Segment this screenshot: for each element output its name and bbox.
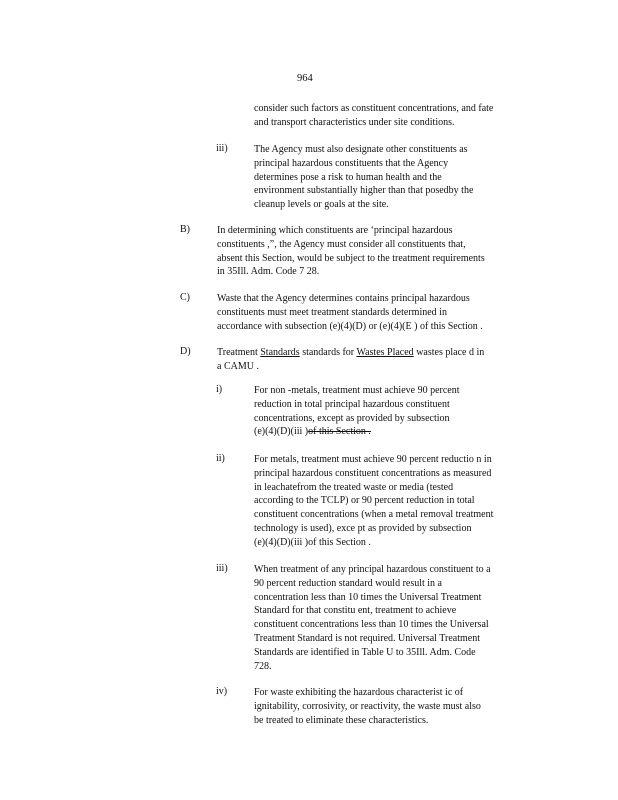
text-line: ignitability, corrosivity, or reactivity, the waste must also — [254, 700, 481, 712]
text-line: In determining which constituents are ‘principal hazardous — [217, 225, 453, 236]
page-number: 964 — [297, 73, 313, 84]
text-line: 728. — [254, 660, 272, 672]
text-line: Standards are identified in Table U to 35Ill. Adm. Code — [254, 646, 476, 658]
text-line: in leachatefrom the treated waste or media (tested — [254, 481, 454, 493]
text-line: absent this Section, would be subject to the treatment requirements — [217, 252, 485, 264]
paragraph-b — [217, 224, 485, 279]
text-line: 90 percent reduction standard would result in a — [254, 577, 442, 589]
text-line: environment substantially higher than that posedby the — [254, 185, 474, 197]
text-line: constituents must meet treatment standards determined in — [217, 306, 447, 318]
text-run: standards for — [299, 347, 357, 358]
text-line: principal hazardous constituents that the Agency — [254, 157, 449, 169]
text-run: (e)(4)(D)(iii ) — [254, 426, 309, 438]
text-line: Standard for that constitu ent, treatment to achieve — [254, 605, 457, 617]
text-line: For waste exhibiting the hazardous characterist ic of — [254, 687, 464, 698]
underlined-insert: Standards — [260, 347, 300, 358]
text-line: principal hazardous constituent concentrations as measured — [254, 467, 492, 479]
text-line: When treatment of any principal hazardous constituent to a — [254, 564, 491, 575]
item-label-i: i) — [216, 384, 223, 395]
text-line — [254, 425, 460, 439]
item-label-b: B) — [180, 224, 190, 235]
text-line: technology is used), exce pt as provided by subsection — [254, 522, 472, 534]
text-line: in 35Ill. Adm. Code 7 28. — [217, 266, 320, 278]
text-line: (e)(4)(D)(iii )of this Section . — [254, 536, 371, 548]
paragraph-c — [217, 292, 483, 333]
text-line: be treated to eliminate these characteristics. — [254, 714, 429, 726]
text-line: determines pose a risk to human health and the — [254, 171, 442, 183]
text-line: reduction in total principal hazardous constituent — [254, 398, 450, 410]
text-line: consider such factors as constituent concentrations, and fate — [254, 103, 494, 114]
text-line: concentration less than 10 times the Universal Treatment — [254, 591, 482, 603]
item-label-iii: iii) — [216, 563, 228, 574]
paragraph-iii — [254, 563, 491, 673]
item-label-c: C) — [180, 292, 190, 303]
text-run: Treatment — [217, 347, 261, 358]
paragraph-ii — [254, 453, 493, 550]
text-line: and transport characteristics under site conditions. — [254, 116, 455, 128]
text-line: concentrations, except as provided by subsection — [254, 412, 450, 424]
text-line: a CAMU . — [217, 360, 259, 372]
item-label-iv: iv) — [216, 686, 228, 697]
text-line: constituent concentrations (when a metal removal treatment — [254, 509, 494, 521]
text-line: For non -metals, treatment must achieve 90 percent — [254, 385, 460, 396]
intro-paragraph — [254, 102, 493, 130]
paragraph-iii-top — [254, 143, 473, 212]
underlined-insert: Wastes Placed — [356, 347, 414, 358]
text-line: constituents ,”, the Agency must consider all constituents that, — [217, 238, 466, 250]
text-line — [217, 346, 484, 360]
item-label-iii-top: iii) — [216, 143, 228, 154]
struck-text: of this Section . — [308, 426, 371, 438]
text-line: constituent concentrations less than 10 times the Universal — [254, 619, 489, 631]
text-line: Treatment Standard is not required. Universal Treatment — [254, 632, 480, 644]
paragraph-iv — [254, 686, 481, 727]
text-run: wastes place d in — [413, 347, 485, 358]
text-line: Waste that the Agency determines contains principal hazardous — [217, 293, 470, 304]
text-line: cleanup levels or goals at the site. — [254, 199, 389, 211]
text-line: The Agency must also designate other constituents as — [254, 144, 468, 155]
item-label-d: D) — [180, 346, 191, 357]
paragraph-i — [254, 384, 460, 439]
item-label-ii: ii) — [216, 453, 225, 464]
paragraph-d — [217, 346, 484, 374]
text-line: accordance with subsection (e)(4)(D) or (e)(4)(E ) of this Section . — [217, 320, 483, 332]
text-line: For metals, treatment must achieve 90 percent reductio n in — [254, 454, 492, 465]
text-line: according to the TCLP) or 90 percent reduction in total — [254, 495, 475, 507]
